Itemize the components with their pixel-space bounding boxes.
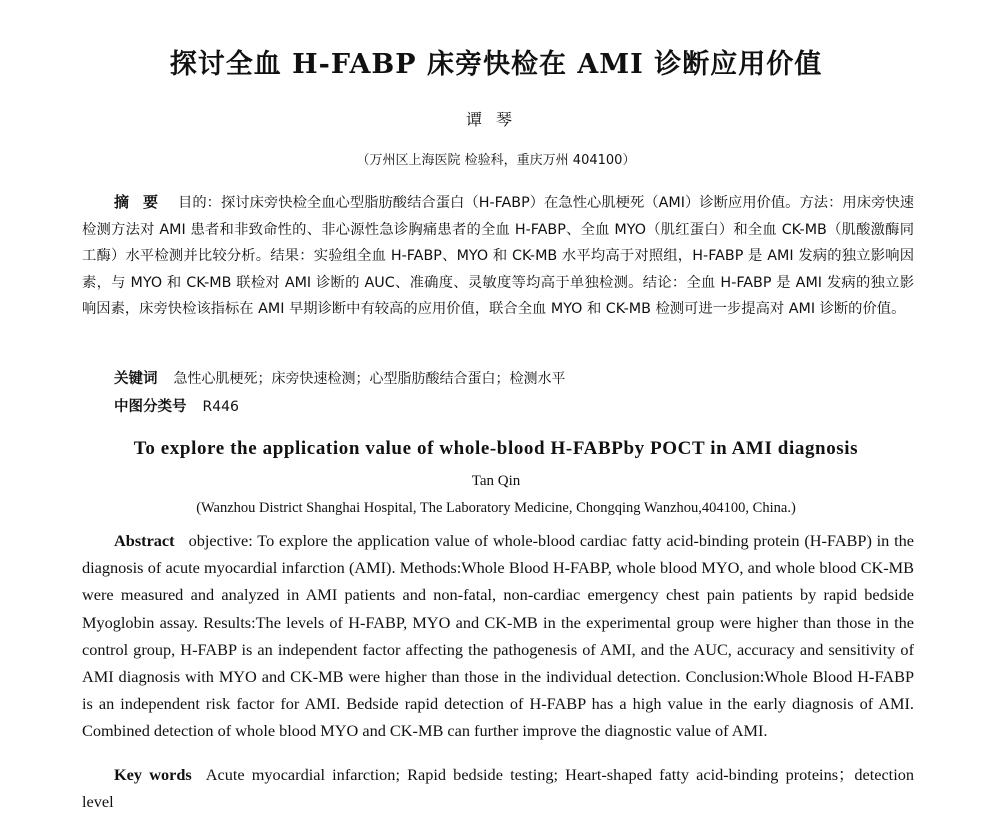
english-keywords-text: Acute myocardial infarction; Rapid bedside testing; Heart-shaped fatty acid-binding proteins；detection level: [82, 765, 914, 812]
english-abstract-label: Abstract: [114, 531, 175, 550]
chinese-classification: [114, 394, 914, 420]
chinese-affiliation: （万州区上海医院 检验科，重庆万州 404100）: [356, 153, 636, 168]
english-affiliation: (Wanzhou District Shanghai Hospital, The Laboratory Medicine, Chongqing Wanzhou,404100, China.): [196, 500, 796, 516]
chinese-keywords-label: 关键词: [114, 371, 158, 387]
english-author: Tan Qin: [471, 473, 521, 489]
chinese-abstract-label: 摘要: [114, 193, 173, 211]
classification-code: R446: [202, 399, 239, 415]
chinese-keywords-text: 急性心肌梗死；床旁快速检测；心型脂肪酸结合蛋白；检测水平: [173, 371, 566, 387]
chinese-abstract: [82, 189, 914, 323]
chinese-abstract-text: 目的：探讨床旁快检全血心型脂肪酸结合蛋白（H-FABP）在急性心肌梗死（AMI）诊断应用价值。方法：用床旁快速检测方法对 AMI 患者和非致命性的、非心源性急诊胸痛患者的全血 H-FABP、全血 MYO（肌红蛋白）和全血 CK-MB（肌酸激酶同工酶）水平检测并比较分析。结果：实验组全血 H-FABP、MYO 和 CK-MB 水平均高于对照组，H-FABP 是 AMI 发病的独立影响因素，与 MYO 和 CK-MB 联检对 AMI 诊断的 AUC、准确度、灵敏度等均高于单独检测。结论：全血 H-FABP 是 AMI 发病的独立影响因素，床旁快检该指标在 AMI 早期诊断中有较高的应用价值，联合全血 MYO 和 CK-MB 检测可进一步提高对 AMI 诊断的价值。: [82, 195, 914, 318]
chinese-author: 谭琴: [465, 110, 526, 129]
english-keywords: [82, 761, 914, 815]
chinese-keywords: [114, 366, 914, 392]
classification-label: 中图分类号: [114, 399, 187, 415]
english-abstract: [82, 527, 914, 745]
english-abstract-text: objective: To explore the application value of whole-blood cardiac fatty acid-binding protein (H-FABP) in the diagnosis of acute myocardial infarction (AMI). Methods:Whole Blood H-FABP, whole blood MYO, and whole blood CK-MB were measured and analyzed in AMI patients and non-fatal, non-cardiac emergency chest pain patients by rapid bedside Myoglobin assay. Results:The levels of H-FABP, MYO and CK-MB in the experimental group were higher than those in the control group, H-FABP is an independent factor affecting the pathogenesis of AMI, and the AUC, accuracy and sensitivity of AMI diagnosis with MYO and CK-MB were higher than those in the individual detection. Conclusion:Whole Blood H-FABP is an independent risk factor for AMI. Bedside rapid detection of H-FABP has a high value in the early diagnosis of AMI. Combined detection of whole blood MYO and CK-MB can further improve the diagnostic value of AMI.: [82, 531, 914, 741]
english-title: To explore the application value of whole-blood H-FABPby POCT in AMI diagnosis: [133, 438, 859, 459]
chinese-title: 探讨全血 H-FABP 床旁快检在 AMI 诊断应用价值: [169, 49, 823, 80]
english-keywords-label: Key words: [114, 765, 192, 784]
